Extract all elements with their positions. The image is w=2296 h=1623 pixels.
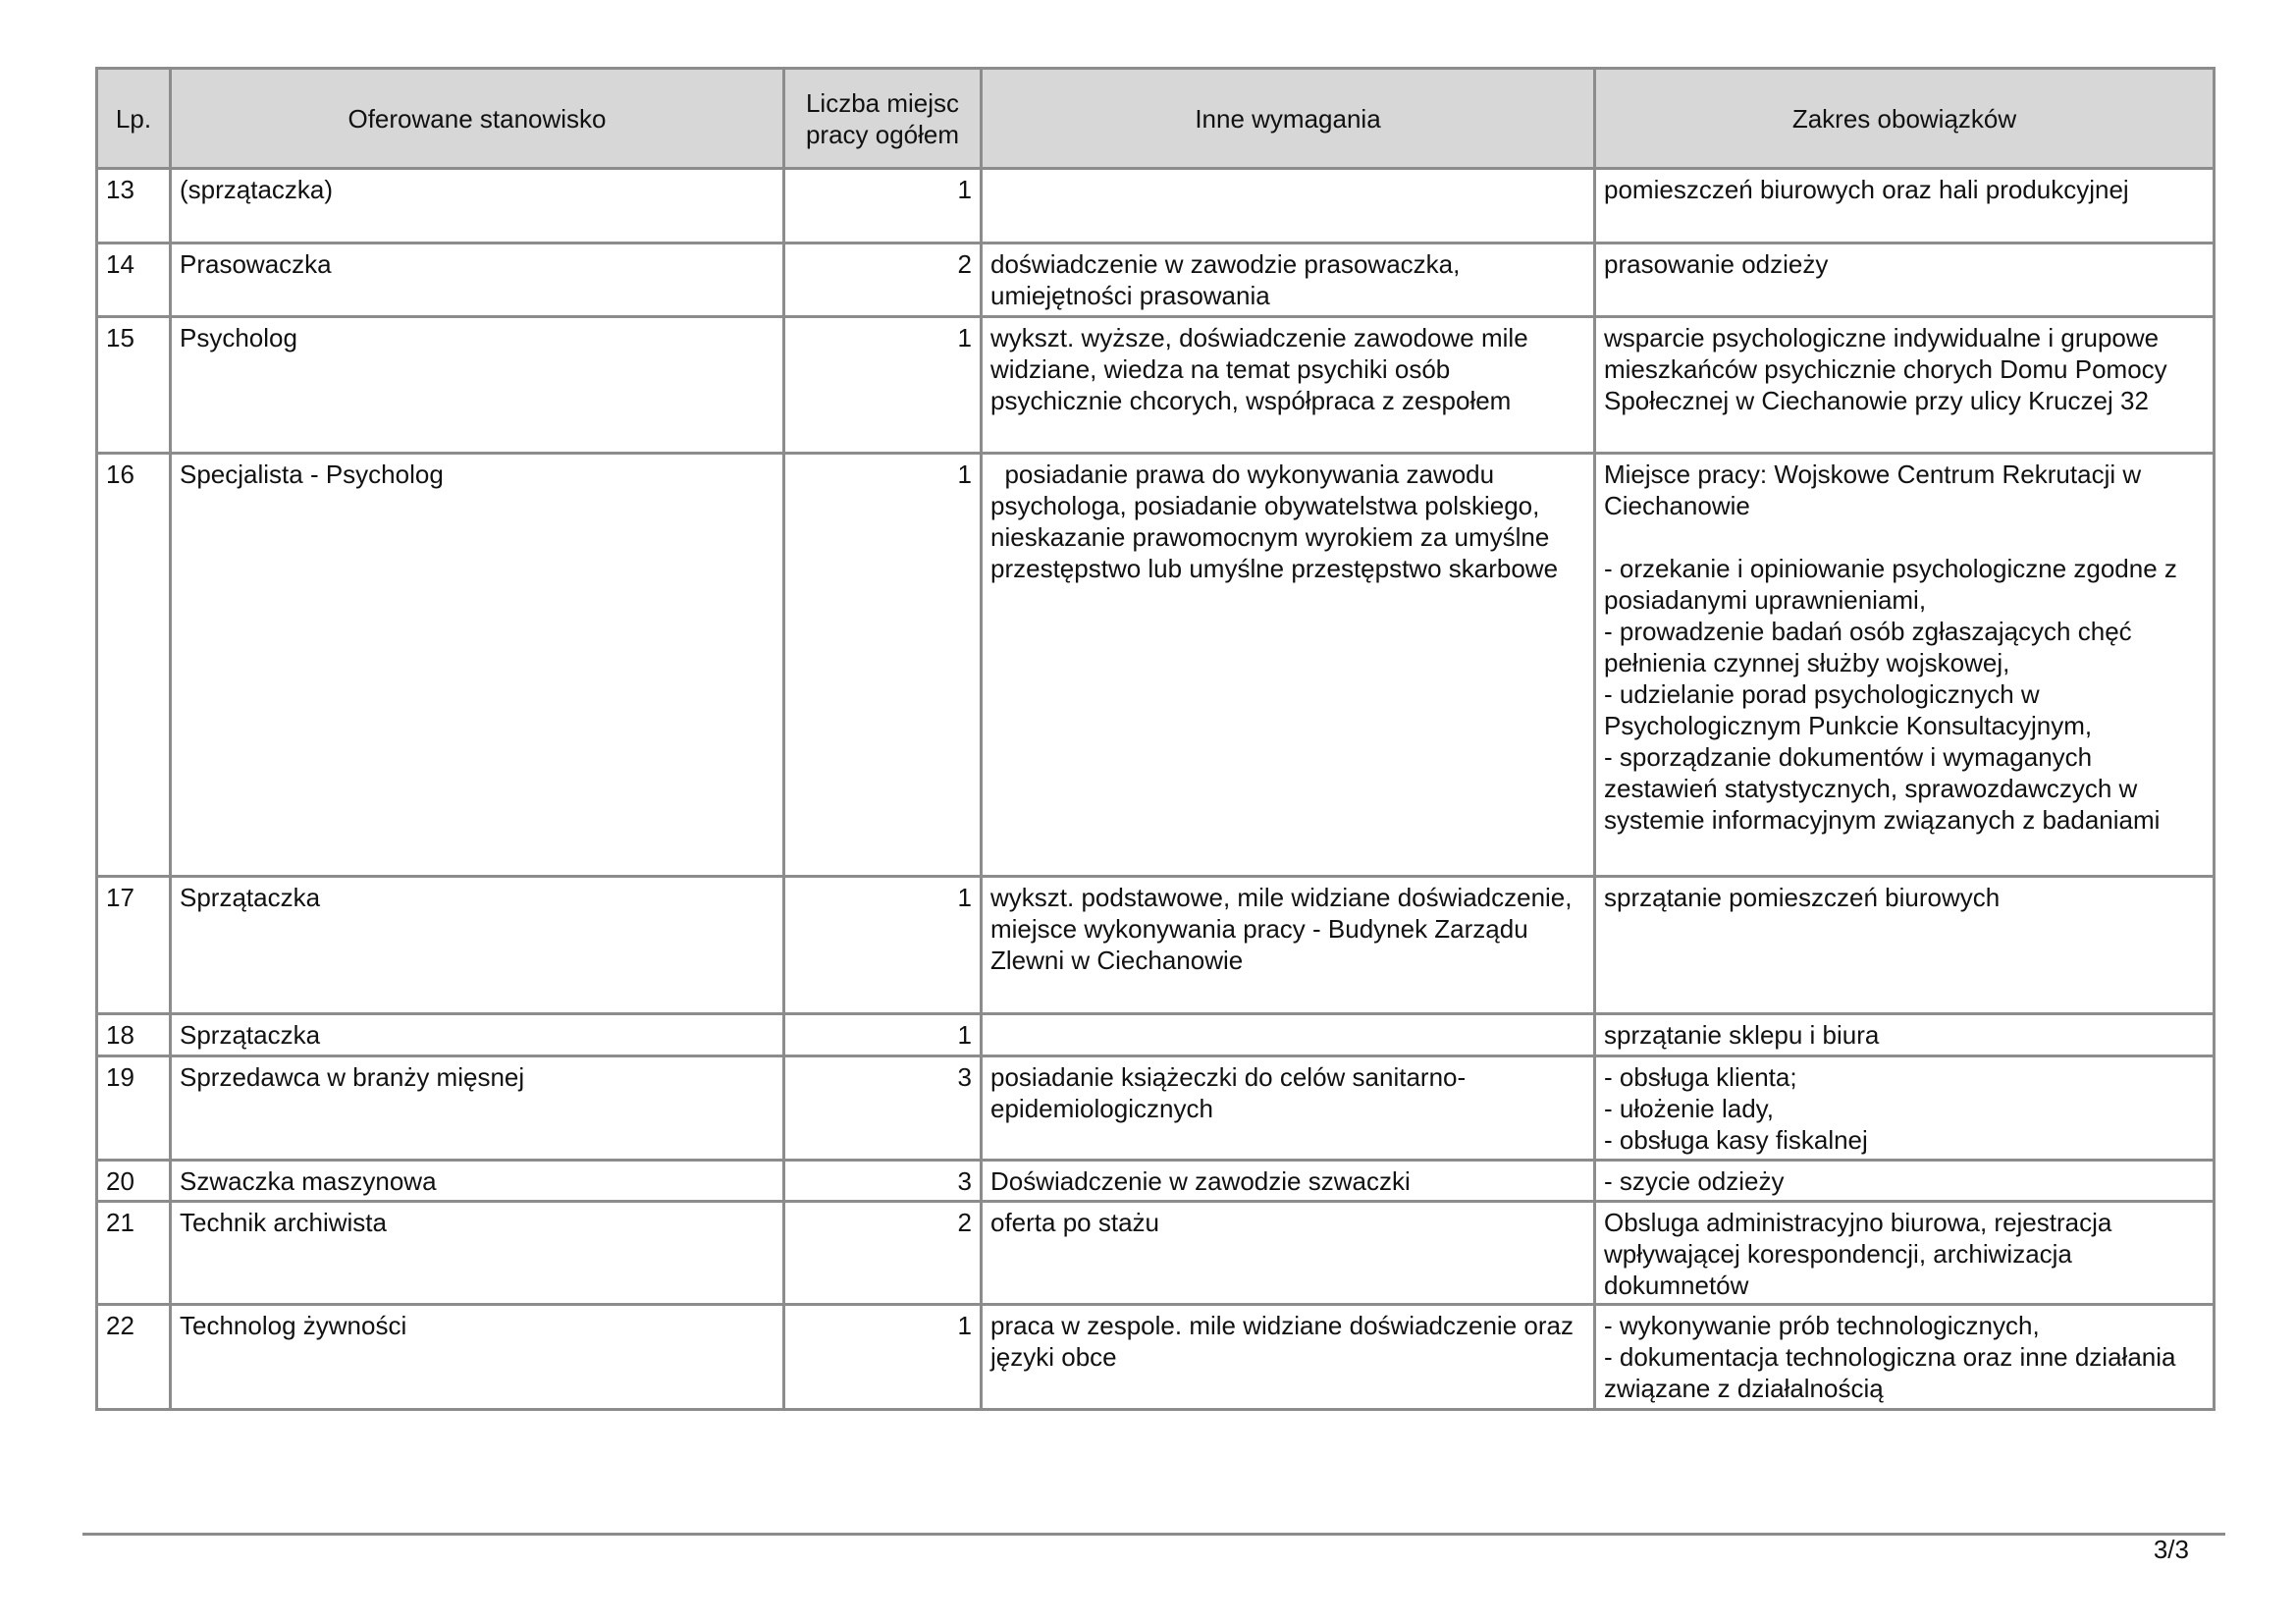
header-lp: Lp. <box>97 69 171 169</box>
cell-position: Sprzedawca w branży mięsnej <box>171 1056 784 1161</box>
header-count: Liczba miejsc pracy ogółem <box>784 69 982 169</box>
cell-requirements: oferta po stażu <box>982 1202 1595 1305</box>
cell-duties: - szycie odzieży <box>1595 1161 2215 1202</box>
cell-count: 3 <box>784 1161 982 1202</box>
cell-count: 2 <box>784 1202 982 1305</box>
cell-duties: Obsluga administracyjno biurowa, rejestracja wpływającej korespondencji, archiwizacja dokumnetów <box>1595 1202 2215 1305</box>
cell-duties: pomieszczeń biurowych oraz hali produkcyjnej <box>1595 169 2215 243</box>
cell-requirements <box>982 169 1595 243</box>
table-row <box>97 243 2215 317</box>
cell-count: 2 <box>784 243 982 317</box>
cell-position: Psycholog <box>171 317 784 454</box>
cell-position: Specjalista - Psycholog <box>171 454 784 877</box>
cell-count: 1 <box>784 1014 982 1056</box>
header-duties: Zakres obowiązków <box>1595 69 2215 169</box>
cell-requirements: doświadczenie w zawodzie prasowaczka, umiejętności prasowania <box>982 243 1595 317</box>
cell-requirements: posiadanie prawa do wykonywania zawodu psychologa, posiadanie obywatelstwa polskiego, nieskazanie prawomocnym wyrokiem za umyślne przestępstwo lub umyślne przestępstwo skarbowe <box>982 454 1595 877</box>
cell-position: Sprzątaczka <box>171 877 784 1014</box>
page-number: 3/3 <box>2153 1535 2189 1564</box>
cell-duties: - obsługa klienta; - ułożenie lady, - obsługa kasy fiskalnej <box>1595 1056 2215 1161</box>
cell-duties: prasowanie odzieży <box>1595 243 2215 317</box>
cell-count: 1 <box>784 1305 982 1410</box>
cell-lp: 15 <box>97 317 171 454</box>
cell-position: Prasowaczka <box>171 243 784 317</box>
cell-lp: 18 <box>97 1014 171 1056</box>
cell-duties: wsparcie psychologiczne indywidualne i grupowe mieszkańców psychicznie chorych Domu Pomocy Społecznej w Ciechanowie przy ulicy Kruczej 32 <box>1595 317 2215 454</box>
table-row <box>97 1014 2215 1056</box>
cell-duties: - wykonywanie prób technologicznych, - dokumentacja technologiczna oraz inne działania związane z działalnością <box>1595 1305 2215 1410</box>
cell-lp: 13 <box>97 169 171 243</box>
cell-count: 1 <box>784 169 982 243</box>
cell-requirements: Doświadczenie w zawodzie szwaczki <box>982 1161 1595 1202</box>
cell-count: 1 <box>784 454 982 877</box>
cell-lp: 21 <box>97 1202 171 1305</box>
table-row <box>97 317 2215 454</box>
job-offers-table <box>95 67 2216 1411</box>
header-position: Oferowane stanowisko <box>171 69 784 169</box>
cell-position: Szwaczka maszynowa <box>171 1161 784 1202</box>
cell-duties: sprzątanie sklepu i biura <box>1595 1014 2215 1056</box>
cell-requirements: wykszt. podstawowe, mile widziane doświadczenie, miejsce wykonywania pracy - Budynek Zarządu Zlewni w Ciechanowie <box>982 877 1595 1014</box>
cell-lp: 19 <box>97 1056 171 1161</box>
cell-duties: Miejsce pracy: Wojskowe Centrum Rekrutacji w Ciechanowie - orzekanie i opiniowanie psychologiczne zgodne z posiadanymi uprawnieniami, - prowadzenie badań osób zgłaszających chęć pełnienia czynnej służby wojskowej, - udzielanie porad psychologicznych w Psychologicznym Punkcie Konsultacyjnym, - sporządzanie dokumentów i wymaganych zestawień statystycznych, sprawozdawczych w systemie informacyjnym związanych z badaniami <box>1595 454 2215 877</box>
cell-requirements: wykszt. wyższe, doświadczenie zawodowe mile widziane, wiedza na temat psychiki osób psychicznie chcorych, współpraca z zespołem <box>982 317 1595 454</box>
cell-position: Technik archiwista <box>171 1202 784 1305</box>
cell-lp: 16 <box>97 454 171 877</box>
table-row <box>97 1056 2215 1161</box>
cell-requirements: praca w zespole. mile widziane doświadczenie oraz języki obce <box>982 1305 1595 1410</box>
cell-lp: 22 <box>97 1305 171 1410</box>
cell-requirements: posiadanie książeczki do celów sanitarno-epidemiologicznych <box>982 1056 1595 1161</box>
cell-lp: 20 <box>97 1161 171 1202</box>
cell-count: 1 <box>784 877 982 1014</box>
cell-count: 3 <box>784 1056 982 1161</box>
cell-duties: sprzątanie pomieszczeń biurowych <box>1595 877 2215 1014</box>
cell-requirements <box>982 1014 1595 1056</box>
cell-lp: 17 <box>97 877 171 1014</box>
table-row <box>97 1305 2215 1410</box>
footer-divider <box>82 1533 2225 1536</box>
header-requirements: Inne wymagania <box>982 69 1595 169</box>
table-row <box>97 454 2215 877</box>
cell-lp: 14 <box>97 243 171 317</box>
table-header-row <box>97 69 2215 169</box>
table-row <box>97 1202 2215 1305</box>
cell-position: Sprzątaczka <box>171 1014 784 1056</box>
table-row <box>97 877 2215 1014</box>
cell-count: 1 <box>784 317 982 454</box>
table-row <box>97 169 2215 243</box>
table-row <box>97 1161 2215 1202</box>
cell-position: (sprzątaczka) <box>171 169 784 243</box>
cell-position: Technolog żywności <box>171 1305 784 1410</box>
